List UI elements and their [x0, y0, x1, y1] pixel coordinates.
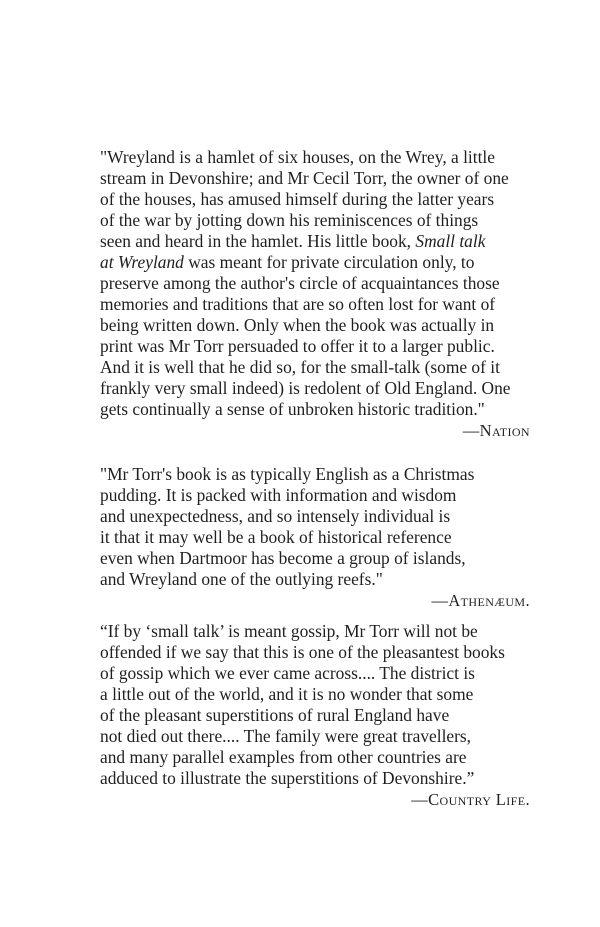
review-athenaeum	[100, 464, 530, 611]
review-line: of gossip which we ever came across.... The district is	[100, 663, 475, 683]
review-line	[100, 231, 530, 252]
review-line: a little out of the world, and it is no wonder that some	[100, 684, 474, 704]
review-line: "Wreyland is a hamlet of six houses, on the Wrey, a little	[100, 147, 495, 167]
review-line: it that it may well be a book of historical reference	[100, 527, 452, 547]
review-nation	[100, 147, 530, 441]
review-line: and Wreyland one of the outlying reefs."	[100, 569, 383, 589]
review-line: "Mr Torr's book is as typically English as a Christmas	[100, 464, 475, 484]
review-text: was meant for private circulation only, to	[183, 252, 475, 272]
review-line: and many parallel examples from other countries are	[100, 747, 467, 767]
review-country-life	[100, 621, 530, 810]
review-line: gets continually a sense of unbroken historic tradition."	[100, 399, 485, 419]
review-line: print was Mr Torr persuaded to offer it to a larger public.	[100, 336, 495, 356]
review-line: not died out there.... The family were great travellers,	[100, 726, 472, 746]
review-attribution: —Nation	[462, 421, 530, 440]
review-line: frankly very small indeed) is redolent of Old England. One	[100, 378, 511, 398]
review-attribution: —Athenæum.	[431, 591, 530, 610]
review-line: of the houses, has amused himself during the latter years	[100, 189, 495, 209]
review-line: offended if we say that this is one of the pleasantest books	[100, 642, 505, 662]
review-line: of the pleasant superstitions of rural England have	[100, 705, 450, 725]
review-text: seen and heard in the hamlet. His little book,	[100, 231, 412, 251]
review-attribution: —Country Life.	[411, 790, 530, 809]
review-line: memories and traditions that are so often lost for want of	[100, 294, 496, 314]
review-line: being written down. Only when the book was actually in	[100, 315, 495, 335]
review-line: preserve among the author's circle of acquaintances those	[100, 273, 500, 293]
review-line: adduced to illustrate the superstitions of Devonshire.”	[100, 768, 475, 788]
review-line: “If by ‘small talk’ is meant gossip, Mr Torr will not be	[100, 621, 478, 641]
book-title-italic: Small talk	[415, 231, 486, 251]
review-line: pudding. It is packed with information and wisdom	[100, 485, 457, 505]
review-line	[100, 252, 530, 273]
review-line: And it is well that he did so, for the small-talk (some of it	[100, 357, 500, 377]
review-line: of the war by jotting down his reminiscences of things	[100, 210, 479, 230]
review-line: even when Dartmoor has become a group of islands,	[100, 548, 466, 568]
review-line: stream in Devonshire; and Mr Cecil Torr, the owner of one	[100, 168, 509, 188]
book-title-italic: at Wreyland	[100, 252, 184, 272]
review-line: and unexpectedness, and so intensely individual is	[100, 506, 451, 526]
